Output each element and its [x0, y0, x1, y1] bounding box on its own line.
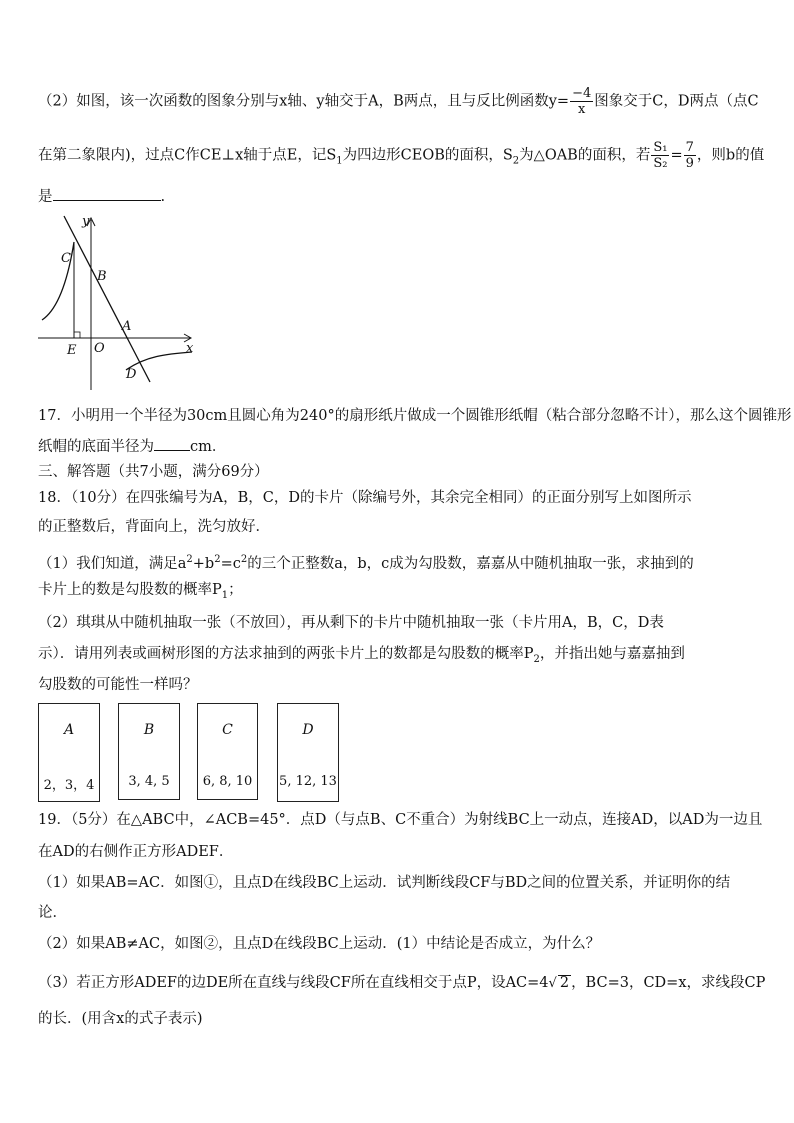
linear-function-line: [64, 216, 150, 382]
q19-line-6: （3）若正方形ADEF的边DE所在直线与线段CF所在直线相交于点P，设AC=4√ 2 ，BC=3，CD=x，求线段CP: [38, 975, 766, 991]
sqrt-sign: √: [548, 976, 557, 991]
q16-line-1: [38, 86, 759, 117]
q19-line-2: 在AD的右侧作正方形ADEF．: [38, 844, 234, 860]
q18-line-7: 勾股数的可能性一样吗？: [38, 677, 198, 693]
card-a: A 2，3，4: [38, 703, 100, 802]
q16-line-2: 在第二象限内)，过点C作CE⊥x轴于点E，记$S_1$为四边形CEOB的面积，$S_2$为△OAB的面积，若 $\frac{\text{S₁}}{\text{S₂}}$ = $\frac{7}{9}$ ，则b的值: [38, 140, 765, 171]
function-fraction: $\frac{-4}{x}$: [572, 86, 592, 117]
sqrt-radicand: 2: [559, 975, 570, 991]
q16-text-1a: （2）如图，该一次函数的图象分别与x轴、y轴交于A，B两点，且与反比例函数y=: [38, 93, 570, 110]
section-3-heading: 三、解答题（共7小题，满分69分）: [38, 464, 269, 480]
q19-line-7: 的长．(用含x的式子表示): [38, 1011, 203, 1027]
q17-line-2: 纸帽的底面半径为 cm．: [38, 436, 226, 457]
q18-line-3: （1）我们知道，满足$a^2+b^2=c^2$的三个正整数a，b，c成为勾股数，嘉嘉从中随机抽取一张，求抽到的: [38, 554, 694, 572]
area-ratio-fraction: $\frac{\text{S₁}}{\text{S₂}}$: [653, 140, 668, 171]
label-o: O: [94, 341, 105, 356]
radius-answer-blank: [154, 436, 190, 451]
label-b: B: [97, 269, 107, 284]
right-angle-mark: [74, 332, 80, 338]
card-b: B 3, 4, 5: [118, 703, 180, 800]
label-c: C: [61, 251, 71, 266]
ratio-value-fraction: $\frac{7}{9}$: [685, 140, 694, 171]
q18-line-6: 示）．请用列表或画树形图的方法求抽到的两张卡片上的数都是勾股数的概率$P_2$，并指出她与嘉嘉抽到: [38, 646, 685, 665]
q17-line-1: 17．小明用一个半径为30cm且圆心角为240°的扇形纸片做成一个圆锥形纸帽（粘合部分忽略不计），那么这个圆锥形: [38, 408, 792, 424]
card-d: D 5, 12, 13: [277, 703, 339, 802]
q19-line-5: （2）如果AB≠AC，如图②，且点D在线段BC上运动．(1）中结论是否成立，为什么？: [38, 936, 601, 952]
q19-line-4: 论．: [38, 905, 67, 921]
answer-blank: [53, 186, 161, 201]
q16-text-1b: 图象交于C，D两点（点C: [594, 93, 759, 110]
label-d: D: [126, 367, 137, 382]
q18-line-4: 卡片上的数是勾股数的概率$P_1$；: [38, 582, 243, 601]
q16-line-3: 是 .: [38, 186, 165, 207]
q19-line-3: （1）如果AB=AC．如图①，且点D在线段BC上运动．试判断线段CF与BD之间的位置关系，并证明你的结: [38, 875, 731, 891]
function-graph: [34, 212, 199, 394]
q18-line-2: 的正整数后，背面向上，洗匀放好．: [38, 519, 270, 535]
label-e: E: [67, 343, 77, 358]
card-c: C 6, 8, 10: [197, 703, 258, 800]
q18-line-5: （2）琪琪从中随机抽取一张（不放回），再从剩下的卡片中随机抽取一张（卡片用A，B，C，D表: [38, 615, 664, 631]
q18-line-1: 18．（10分）在四张编号为A，B，C，D的卡片（除编号外，其余完全相同）的正面分别写上如图所示: [38, 490, 692, 506]
label-a: A: [122, 319, 132, 334]
label-x: x: [186, 341, 194, 356]
label-y: y: [82, 214, 90, 229]
q19-line-1: 19．（5分）在△ABC中，∠ACB=45°．点D（与点B、C不重合）为射线BC上一动点，连接AD，以AD为一边且: [38, 812, 763, 828]
